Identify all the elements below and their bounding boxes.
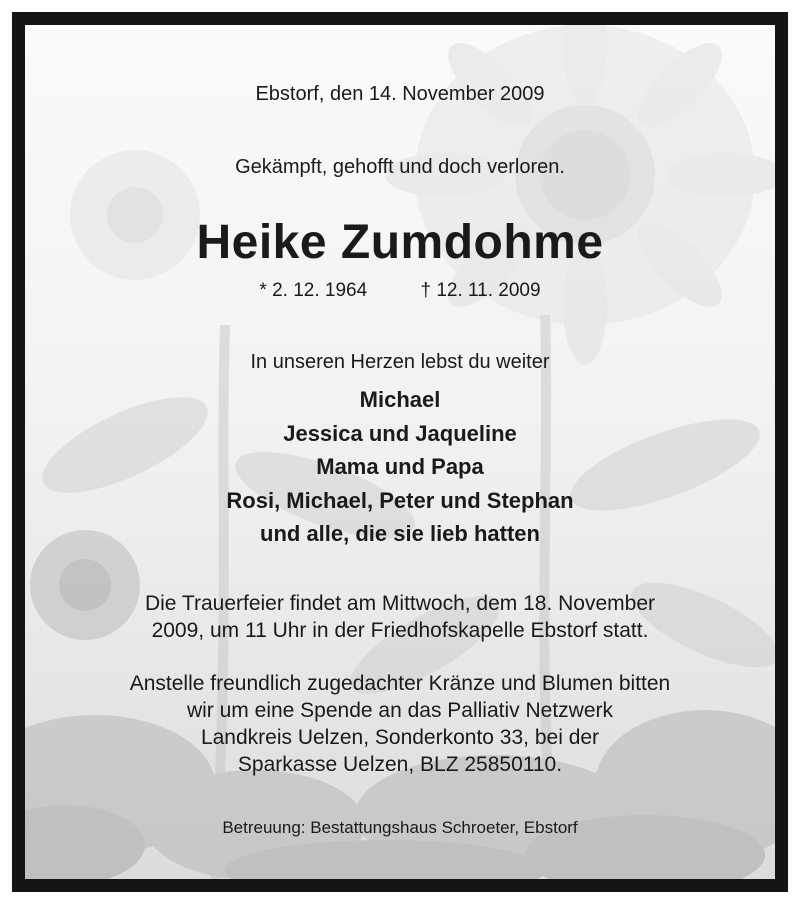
birth-date: * 2. 12. 1964 (259, 280, 368, 301)
mourner: Mama und Papa (316, 454, 484, 479)
obituary-frame (12, 12, 788, 892)
mourners-list (25, 383, 775, 551)
mourner: Rosi, Michael, Peter und Stephan (226, 487, 574, 513)
mourner: und alle, die sie lieb hatten (260, 521, 540, 546)
mourner: Michael (359, 387, 441, 412)
obituary-content (25, 25, 775, 879)
motto: Gekämpft, gehofft und doch verloren. (235, 156, 565, 178)
donation-line: Anstelle freundlich zugedachter Kränze und Blumen bitten (129, 672, 671, 695)
donation-info (25, 670, 775, 778)
donation-line: Landkreis Uelzen, Sonderkonto 33, bei der (200, 726, 600, 749)
mourner: Jessica und Jaqueline (283, 420, 517, 446)
donation-line: Sparkasse Uelzen, BLZ 25850110. (237, 753, 563, 776)
life-dates (25, 280, 775, 302)
deceased-name: Heike Zumdohme (196, 216, 604, 269)
donation-line: wir um eine Spende an das Palliativ Netzwerk (186, 699, 614, 722)
funeral-info (25, 590, 775, 644)
funeral-home: Betreuung: Bestattungshaus Schroeter, Ebstorf (222, 818, 578, 837)
place-date: Ebstorf, den 14. November 2009 (255, 83, 545, 105)
remembrance-line: In unseren Herzen lebst du weiter (250, 351, 550, 373)
funeral-line: Die Trauerfeier findet am Mittwoch, dem 18. November (144, 592, 656, 615)
death-date: † 12. 11. 2009 (420, 280, 541, 301)
funeral-line: 2009, um 11 Uhr in der Friedhofskapelle Ebstorf statt. (151, 619, 649, 642)
